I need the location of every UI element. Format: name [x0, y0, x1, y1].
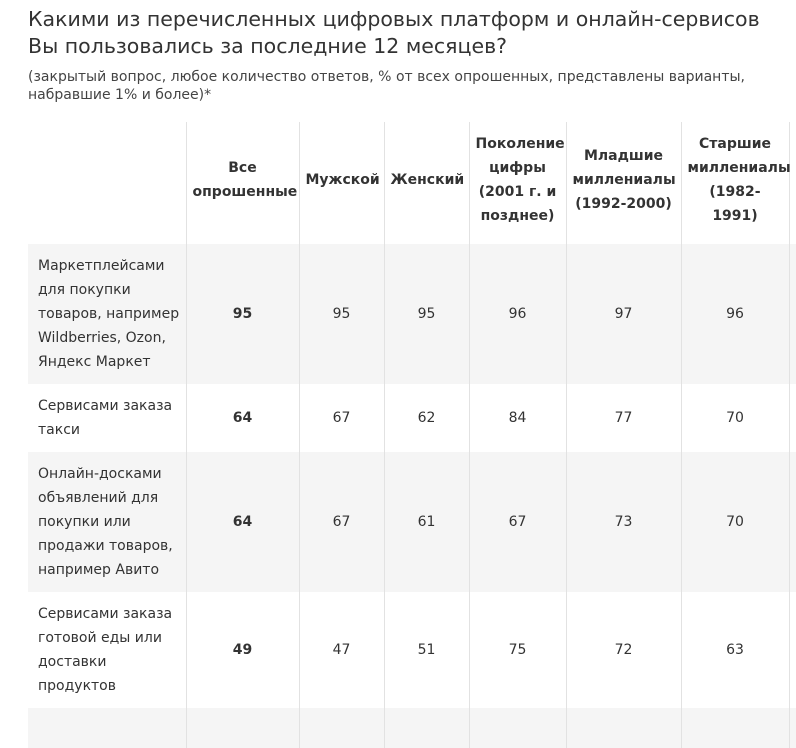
- cell-value: 77: [566, 384, 681, 452]
- cell-value: 72: [566, 592, 681, 708]
- cell-value: [384, 708, 469, 748]
- cell-value: 73: [566, 452, 681, 592]
- cell-value: 70: [681, 384, 789, 452]
- cell-value: 96: [469, 244, 566, 384]
- cell-value: [566, 708, 681, 748]
- cell-value: 63: [681, 592, 789, 708]
- column-header: Младшие миллениалы (1992-2000): [566, 122, 681, 244]
- cell-value: [186, 708, 299, 748]
- results-table: [28, 122, 796, 748]
- column-header-cut: [789, 122, 796, 244]
- cell-cut: [789, 244, 796, 384]
- row-label: Сервисами заказа такси: [28, 384, 186, 452]
- page-subtitle: (закрытый вопрос, любое количество ответов, % от всех опрошенных, представлены варианты, набравшие 1% и более)*: [28, 69, 745, 103]
- cell-cut: [789, 592, 796, 708]
- cell-value: 95: [186, 244, 299, 384]
- cell-value: [469, 708, 566, 748]
- header-empty-cell: [28, 122, 186, 244]
- column-header: Старшие миллениалы (1982-1991): [681, 122, 789, 244]
- column-header: Мужской: [299, 122, 384, 244]
- cell-cut: [789, 452, 796, 592]
- cell-value: 96: [681, 244, 789, 384]
- column-header: Поколение цифры (2001 г. и позднее): [469, 122, 566, 244]
- cell-value: 51: [384, 592, 469, 708]
- cell-value: 67: [469, 452, 566, 592]
- page-title: Какими из перечисленных цифровых платформ и онлайн-сервисов Вы пользовались за последние 12 месяцев?: [28, 7, 760, 58]
- cell-value: 95: [384, 244, 469, 384]
- cell-value: 62: [384, 384, 469, 452]
- cell-value: 47: [299, 592, 384, 708]
- cell-value: 64: [186, 452, 299, 592]
- cell-value: 75: [469, 592, 566, 708]
- column-header: Все опрошенные: [186, 122, 299, 244]
- table-row: [28, 244, 796, 384]
- cell-value: 67: [299, 452, 384, 592]
- table-row: [28, 592, 796, 708]
- table-header-row: [28, 122, 796, 244]
- row-label: Сервисами заказа готовой еды или доставки продуктов: [28, 592, 186, 708]
- cell-value: 70: [681, 452, 789, 592]
- cell-value: 61: [384, 452, 469, 592]
- cell-cut: [789, 384, 796, 452]
- cell-value: 64: [186, 384, 299, 452]
- cell-value: 97: [566, 244, 681, 384]
- row-label: [28, 708, 186, 748]
- table-row: [28, 452, 796, 592]
- cell-cut: [789, 708, 796, 748]
- cell-value: 95: [299, 244, 384, 384]
- row-label: Маркетплейсами для покупки товаров, например Wildberries, Ozon, Яндекс Маркет: [28, 244, 186, 384]
- cell-value: 84: [469, 384, 566, 452]
- cell-value: [681, 708, 789, 748]
- table-row: [28, 384, 796, 452]
- row-label: Онлайн-досками объявлений для покупки или продажи товаров, например Авито: [28, 452, 186, 592]
- cell-value: 67: [299, 384, 384, 452]
- column-header: Женский: [384, 122, 469, 244]
- cell-value: [299, 708, 384, 748]
- table-row-partial: [28, 708, 796, 748]
- cell-value: 49: [186, 592, 299, 708]
